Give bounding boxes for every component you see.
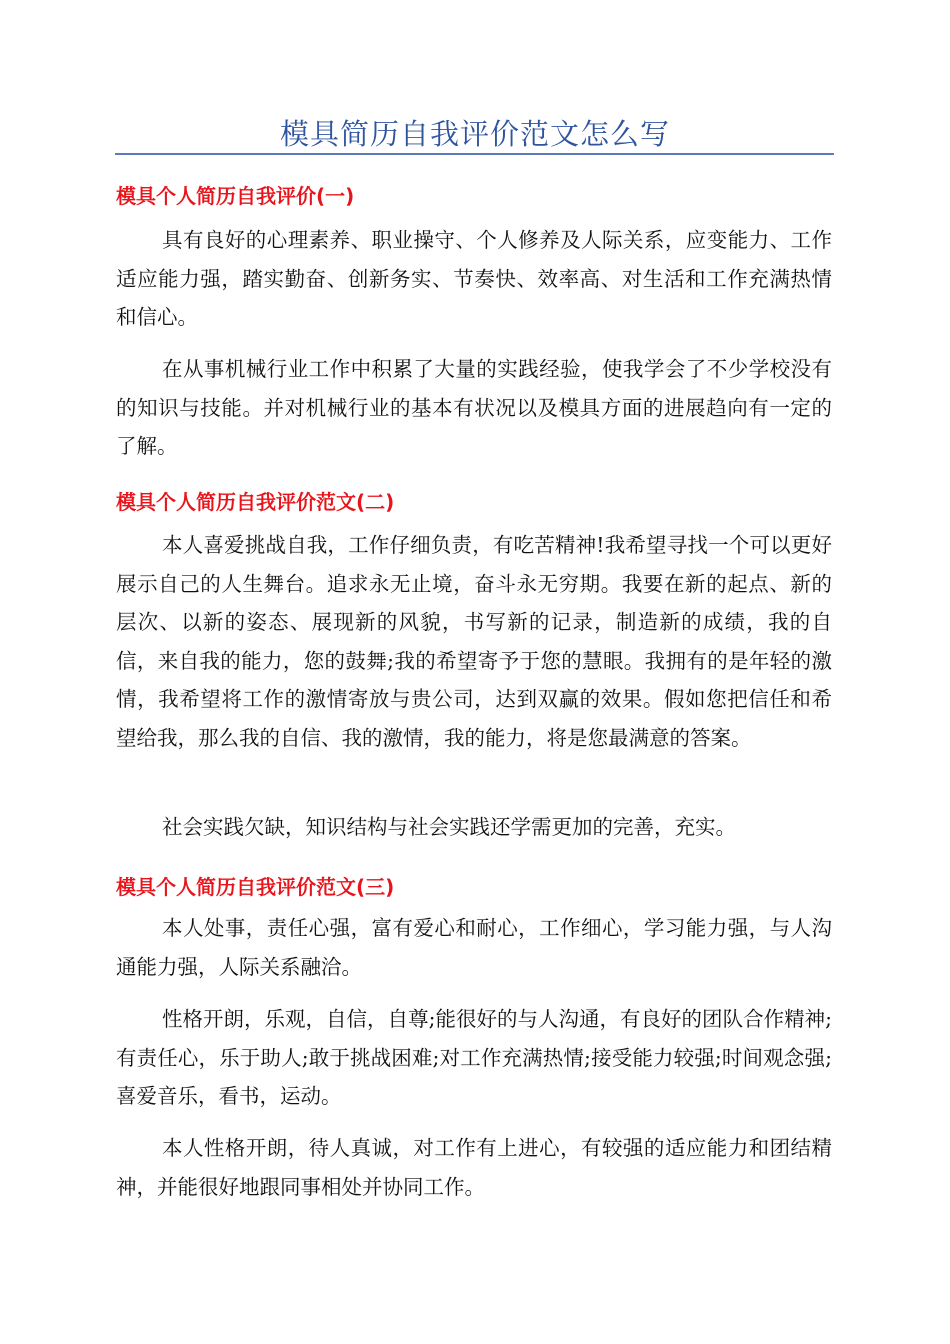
section-2-paragraph-1: 本人喜爱挑战自我，工作仔细负责，有吃苦精神!我希望寻找一个可以更好展示自己的人生舞台。追求永无止境，奋斗永无穷期。我要在新的起点、新的层次、以新的姿态、展现新的风貌，书写新的记录，制造新的成绩，我的自信，来自我的能力，您的鼓舞;我的希望寄予于您的慧眼。我拥有的是年轻的激情，我希望将工作的激情寄放与贵公司，达到双赢的效果。假如您把信任和希望给我，那么我的自信、我的激情，我的能力，将是您最满意的答案。 — [116, 533, 832, 750]
section-1-paragraph-1: 具有良好的心理素养、职业操守、个人修养及人际关系，应变能力、工作适应能力强，踏实勤奋、创新务实、节奏快、效率高、对生活和工作充满热情和信心。 — [116, 228, 832, 329]
section-3-heading: 模具个人简历自我评价范文(三) — [116, 875, 395, 899]
section-3-paragraph-3: 本人性格开朗，待人真诚，对工作有上进心，有较强的适应能力和团结精神，并能很好地跟同事相处并协同工作。 — [116, 1136, 832, 1199]
document-title: 模具简历自我评价范文怎么写 — [279, 117, 670, 151]
section-3-paragraph-2: 性格开朗，乐观，自信，自尊;能很好的与人沟通，有良好的团队合作精神;有责任心，乐于助人;敢于挑战困难;对工作充满热情;接受能力较强;时间观念强;喜爱音乐，看书，运动。 — [116, 1007, 832, 1108]
title-underline — [115, 153, 834, 155]
section-3-paragraph-1: 本人处事，责任心强，富有爱心和耐心，工作细心，学习能力强，与人沟通能力强，人际关系融洽。 — [116, 916, 832, 979]
section-2-heading: 模具个人简历自我评价范文(二) — [116, 490, 395, 514]
section-1-heading: 模具个人简历自我评价(一) — [116, 184, 355, 208]
section-1-paragraph-2: 在从事机械行业工作中积累了大量的实践经验，使我学会了不少学校没有的知识与技能。并对机械行业的基本有状况以及模具方面的进展趋向有一定的了解。 — [116, 357, 832, 458]
section-2-paragraph-2: 社会实践欠缺，知识结构与社会实践还学需更加的完善，充实。 — [162, 815, 736, 839]
